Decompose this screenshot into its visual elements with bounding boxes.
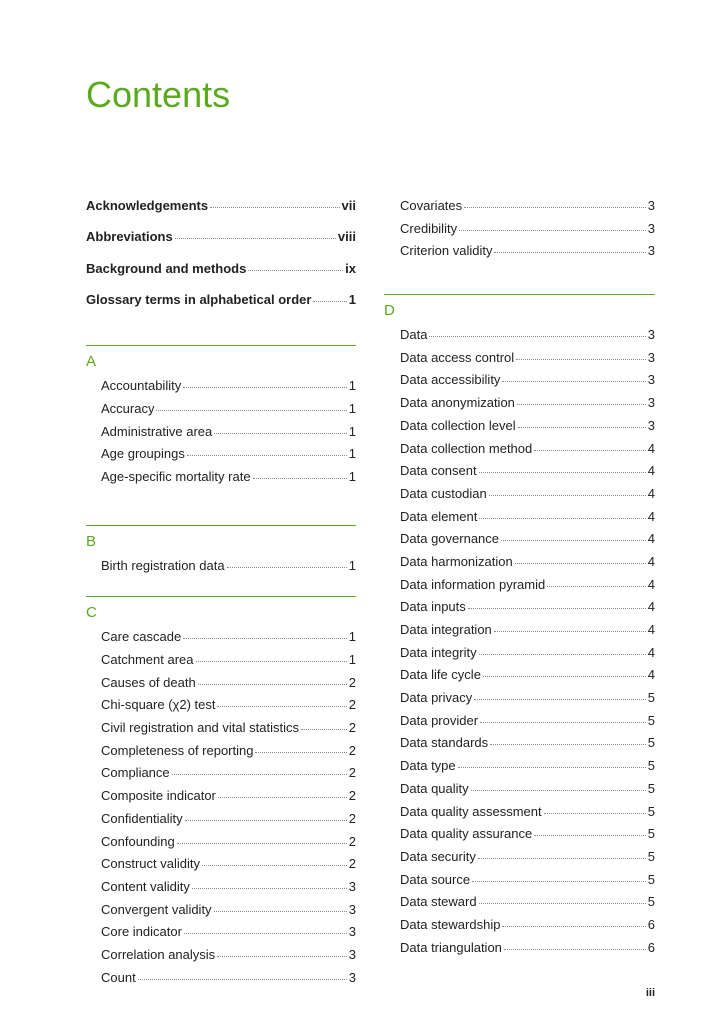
- toc-entry[interactable]: [384, 463, 655, 486]
- section-heading-a: A: [86, 345, 356, 378]
- section-heading-b: B: [86, 525, 356, 558]
- toc-entry-label: Data life cycle: [400, 667, 481, 683]
- toc-entry-label: Data information pyramid: [400, 576, 546, 592]
- toc-entry[interactable]: [384, 599, 655, 622]
- toc-entry-label: Data anonymization: [400, 395, 515, 411]
- dot-leader: [518, 427, 646, 428]
- page-title: Contents: [86, 74, 231, 115]
- toc-entry[interactable]: [86, 720, 356, 743]
- toc-entry-page: 3: [647, 220, 655, 236]
- toc-entry-label: Data custodian: [400, 485, 487, 501]
- toc-entry-label: Data type: [400, 758, 456, 774]
- toc-entry-page: 1: [348, 629, 356, 645]
- section-d-entries: [384, 327, 655, 962]
- toc-entry[interactable]: [86, 743, 356, 766]
- toc-entry[interactable]: [86, 924, 356, 947]
- toc-entry[interactable]: [384, 940, 655, 963]
- dot-leader: [458, 767, 646, 768]
- front-matter-list: [86, 198, 356, 323]
- toc-entry-label: Causes of death: [101, 674, 196, 690]
- dot-leader: [214, 911, 347, 912]
- toc-entry-page: 5: [647, 803, 655, 819]
- toc-entry-label: Data: [400, 327, 428, 343]
- dot-leader: [517, 404, 646, 405]
- dot-leader: [138, 979, 347, 980]
- toc-entry[interactable]: [86, 469, 356, 492]
- toc-entry-label: Data quality: [400, 780, 469, 796]
- toc-entry-label: Convergent validity: [101, 901, 212, 917]
- toc-entry-page: 3: [647, 349, 655, 365]
- toc-entry-page: 4: [647, 622, 655, 637]
- toc-entry-label: Catchment area: [101, 652, 194, 667]
- toc-entry-page: 2: [348, 720, 356, 736]
- toc-entry-label: Accountability: [101, 378, 182, 394]
- toc-entry-label: Data collection method: [400, 440, 533, 456]
- toc-entry[interactable]: [86, 378, 356, 401]
- toc-entry-page: 4: [647, 576, 655, 592]
- toc-entry[interactable]: [384, 849, 655, 872]
- toc-entry-page: 1: [348, 446, 356, 462]
- dot-leader: [464, 207, 646, 208]
- dot-leader: [255, 752, 346, 753]
- dot-leader: [474, 699, 646, 700]
- toc-entry-label: Background and methods: [86, 260, 247, 276]
- toc-entry[interactable]: [86, 629, 356, 652]
- dot-leader: [184, 933, 347, 934]
- toc-entry-label: Glossary terms in alphabetical order: [86, 291, 312, 307]
- toc-entry[interactable]: [384, 872, 655, 895]
- toc-entry-page: 3: [647, 327, 655, 343]
- toc-entry-page: 3: [647, 198, 655, 213]
- section-a: [86, 345, 356, 491]
- toc-entry-page: 4: [647, 599, 655, 615]
- toc-entry-page: 1: [348, 557, 356, 573]
- toc-entry[interactable]: [384, 198, 655, 221]
- toc-entry-page: 3: [348, 901, 356, 917]
- dot-leader: [217, 956, 347, 957]
- section-heading-d: D: [384, 294, 655, 327]
- dot-leader: [479, 472, 646, 473]
- toc-entry[interactable]: [86, 811, 356, 834]
- toc-entry-page: 2: [348, 833, 356, 849]
- toc-entry-page: ix: [345, 260, 356, 276]
- dot-leader: [494, 252, 645, 253]
- section-a-entries: [86, 378, 356, 491]
- toc-entry[interactable]: [384, 350, 655, 373]
- dot-leader: [210, 207, 339, 208]
- dot-leader: [468, 608, 646, 609]
- toc-entry[interactable]: [384, 243, 655, 266]
- toc-entry-label: Completeness of reporting: [101, 742, 254, 758]
- toc-entry-label: Data integrity: [400, 644, 477, 660]
- toc-entry[interactable]: [86, 970, 356, 993]
- toc-entry[interactable]: [86, 879, 356, 902]
- dot-leader: [490, 744, 646, 745]
- toc-entry[interactable]: [86, 261, 356, 292]
- toc-entry[interactable]: [384, 917, 655, 940]
- toc-entry-label: Age groupings: [101, 446, 185, 462]
- toc-entry-label: Covariates: [400, 198, 463, 213]
- dot-leader: [502, 926, 645, 927]
- dot-leader: [429, 336, 645, 337]
- toc-entry-page: 3: [647, 243, 655, 259]
- toc-entry[interactable]: [384, 894, 655, 917]
- toc-entry-label: Content validity: [101, 878, 190, 894]
- toc-entry-label: Composite indicator: [101, 788, 216, 804]
- dot-leader: [502, 381, 645, 382]
- toc-entry[interactable]: [384, 418, 655, 441]
- toc-entry-label: Data integration: [400, 622, 492, 637]
- toc-entry-label: Data element: [400, 508, 478, 524]
- toc-entry[interactable]: [86, 856, 356, 879]
- toc-entry[interactable]: [86, 834, 356, 857]
- dot-leader: [253, 478, 347, 479]
- toc-entry-page: 5: [647, 780, 655, 796]
- toc-entry-page: 4: [647, 531, 655, 547]
- toc-entry[interactable]: [86, 902, 356, 925]
- toc-entry[interactable]: [384, 713, 655, 736]
- toc-entry-page: 2: [348, 697, 356, 713]
- toc-entry[interactable]: [384, 804, 655, 827]
- toc-entry[interactable]: [86, 788, 356, 811]
- toc-entry-page: 1: [348, 400, 356, 416]
- dot-leader: [196, 661, 347, 662]
- toc-entry-page: 5: [647, 826, 655, 842]
- toc-entry-page: 3: [647, 395, 655, 411]
- toc-entry-label: Administrative area: [101, 423, 213, 439]
- section-heading-c: C: [86, 596, 356, 629]
- toc-entry-page: 2: [348, 674, 356, 690]
- dot-leader: [313, 301, 346, 302]
- dot-leader: [544, 813, 646, 814]
- toc-entry-label: Acknowledgements: [86, 198, 209, 213]
- dot-leader: [183, 638, 347, 639]
- toc-entry-label: Correlation analysis: [101, 946, 216, 962]
- dot-leader: [489, 495, 646, 496]
- toc-entry[interactable]: [384, 554, 655, 577]
- toc-entry-page: 2: [348, 810, 356, 826]
- toc-entry-page: 1: [348, 378, 356, 394]
- toc-entry-label: Data consent: [400, 463, 477, 479]
- toc-entry-page: 1: [348, 468, 356, 484]
- toc-entry-page: 5: [647, 894, 655, 910]
- toc-entry-page: 1: [348, 423, 356, 439]
- toc-entry[interactable]: [384, 577, 655, 600]
- toc-entry-label: Data inputs: [400, 599, 466, 615]
- toc-entry[interactable]: [384, 372, 655, 395]
- toc-entry[interactable]: [86, 947, 356, 970]
- toc-entry-label: Data provider: [400, 712, 479, 728]
- toc-entry-label: Data accessibility: [400, 372, 501, 388]
- toc-entry[interactable]: [384, 667, 655, 690]
- toc-entry-label: Chi-square (χ2) test: [101, 697, 216, 713]
- toc-entry-page: 5: [647, 712, 655, 728]
- toc-entry-label: Confidentiality: [101, 810, 183, 826]
- toc-entry-label: Construct validity: [101, 856, 200, 872]
- dot-leader: [217, 706, 346, 707]
- toc-entry-label: Data collection level: [400, 417, 516, 433]
- toc-entry-page: 4: [647, 553, 655, 569]
- toc-entry-page: 3: [348, 878, 356, 894]
- toc-entry-page: 5: [647, 735, 655, 751]
- toc-entry[interactable]: [384, 486, 655, 509]
- toc-entry-label: Data steward: [400, 894, 477, 910]
- toc-entry-label: Credibility: [400, 220, 458, 236]
- dot-leader: [218, 797, 347, 798]
- toc-entry-page: 4: [647, 508, 655, 524]
- dot-leader: [534, 450, 646, 451]
- toc-entry-label: Data triangulation: [400, 939, 502, 955]
- toc-entry[interactable]: [384, 735, 655, 758]
- dot-leader: [516, 359, 646, 360]
- toc-entry-page: 4: [647, 440, 655, 456]
- toc-entry-label: Birth registration data: [101, 557, 225, 573]
- toc-entry[interactable]: [86, 652, 356, 675]
- dot-leader: [479, 654, 646, 655]
- toc-entry-label: Data privacy: [400, 690, 473, 706]
- dot-leader: [301, 729, 347, 730]
- toc-entry[interactable]: [384, 826, 655, 849]
- toc-entry[interactable]: [86, 424, 356, 447]
- toc-entry-page: 2: [348, 856, 356, 872]
- toc-entry-label: Criterion validity: [400, 243, 493, 259]
- toc-entry[interactable]: [86, 292, 356, 323]
- toc-entry-page: 5: [647, 871, 655, 887]
- dot-leader: [459, 230, 646, 231]
- toc-entry-label: Age-specific mortality rate: [101, 468, 251, 484]
- toc-entry[interactable]: [384, 327, 655, 350]
- toc-entry[interactable]: [384, 781, 655, 804]
- toc-entry[interactable]: [86, 697, 356, 720]
- dot-leader: [471, 790, 646, 791]
- toc-entry-page: 5: [647, 690, 655, 706]
- page-number: iii: [645, 987, 655, 999]
- dot-leader: [547, 586, 646, 587]
- toc-entry-label: Data standards: [400, 735, 489, 751]
- toc-entry[interactable]: [384, 509, 655, 532]
- toc-entry-page: 4: [647, 463, 655, 479]
- toc-right-column: [384, 198, 655, 962]
- dot-leader: [202, 865, 347, 866]
- toc-entry-page: viii: [337, 229, 356, 245]
- toc-entry-label: Data security: [400, 848, 476, 864]
- toc-entry-page: 2: [348, 788, 356, 804]
- dot-leader: [214, 433, 346, 434]
- toc-entry-label: Data source: [400, 871, 471, 887]
- toc-entry[interactable]: [384, 441, 655, 464]
- toc-entry-page: 5: [647, 848, 655, 864]
- dot-leader: [192, 888, 347, 889]
- toc-entry-page: 2: [348, 765, 356, 781]
- toc-entry[interactable]: [86, 558, 356, 581]
- dot-leader: [248, 270, 343, 271]
- toc-entry-page: 3: [348, 924, 356, 940]
- toc-entry-label: Core indicator: [101, 924, 182, 940]
- toc-entry[interactable]: [384, 690, 655, 713]
- toc-entry[interactable]: [384, 622, 655, 645]
- toc-entry[interactable]: [384, 221, 655, 244]
- toc-entry[interactable]: [384, 645, 655, 668]
- toc-entry-label: Data harmonization: [400, 553, 513, 569]
- toc-entry-label: Data governance: [400, 531, 500, 547]
- dot-leader: [479, 903, 646, 904]
- toc-entry-page: 6: [647, 939, 655, 955]
- toc-entry[interactable]: [86, 198, 356, 229]
- toc-entry-page: 1: [348, 652, 356, 667]
- toc-entry[interactable]: [384, 531, 655, 554]
- toc-left-column: [86, 198, 356, 992]
- toc-entry-page: 3: [647, 372, 655, 388]
- toc-entry-page: 3: [348, 969, 356, 985]
- toc-entry-page: 3: [647, 417, 655, 433]
- dot-leader: [478, 858, 646, 859]
- dot-leader: [483, 676, 646, 677]
- toc-entry-page: 4: [647, 644, 655, 660]
- dot-leader: [183, 387, 347, 388]
- toc-entry[interactable]: [86, 675, 356, 698]
- toc-entry-label: Abbreviations: [86, 229, 173, 245]
- toc-entry-page: 4: [647, 667, 655, 683]
- dot-leader: [227, 567, 347, 568]
- toc-entry[interactable]: [86, 765, 356, 788]
- toc-entry-label: Data stewardship: [400, 916, 501, 932]
- section-c-entries: [86, 629, 356, 992]
- section-b: [86, 525, 356, 581]
- toc-entry[interactable]: [86, 401, 356, 424]
- section-c-continued-entries: [384, 198, 655, 266]
- toc-entry[interactable]: [86, 446, 356, 469]
- dot-leader: [480, 722, 646, 723]
- toc-entry-label: Data access control: [400, 349, 515, 365]
- toc-entry-page: vii: [341, 198, 356, 213]
- toc-entry-page: 4: [647, 485, 655, 501]
- dot-leader: [494, 631, 646, 632]
- toc-entry-label: Data quality assurance: [400, 826, 533, 842]
- toc-entry-page: 1: [348, 291, 356, 307]
- dot-leader: [198, 684, 347, 685]
- toc-entry-label: Compliance: [101, 765, 170, 781]
- section-d: [384, 294, 655, 962]
- toc-entry-label: Accuracy: [101, 400, 155, 416]
- toc-entry-label: Data quality assessment: [400, 803, 542, 819]
- dot-leader: [504, 949, 646, 950]
- dot-leader: [156, 410, 346, 411]
- dot-leader: [534, 835, 646, 836]
- toc-entry-page: 6: [647, 916, 655, 932]
- dot-leader: [175, 238, 336, 239]
- toc-entry-page: 5: [647, 758, 655, 774]
- toc-entry[interactable]: [384, 758, 655, 781]
- dot-leader: [172, 774, 347, 775]
- toc-entry-label: Confounding: [101, 833, 175, 849]
- dot-leader: [515, 563, 646, 564]
- toc-entry-page: 3: [348, 946, 356, 962]
- section-c: [86, 596, 356, 992]
- toc-entry-label: Count: [101, 969, 136, 985]
- dot-leader: [187, 455, 347, 456]
- toc-entry[interactable]: [86, 229, 356, 260]
- dot-leader: [501, 540, 646, 541]
- toc-entry-page: 2: [348, 742, 356, 758]
- toc-entry[interactable]: [384, 395, 655, 418]
- dot-leader: [177, 843, 347, 844]
- dot-leader: [472, 881, 646, 882]
- toc-entry-label: Civil registration and vital statistics: [101, 720, 299, 736]
- section-b-entries: [86, 558, 356, 581]
- dot-leader: [479, 518, 645, 519]
- dot-leader: [185, 820, 347, 821]
- toc-entry-label: Care cascade: [101, 629, 182, 645]
